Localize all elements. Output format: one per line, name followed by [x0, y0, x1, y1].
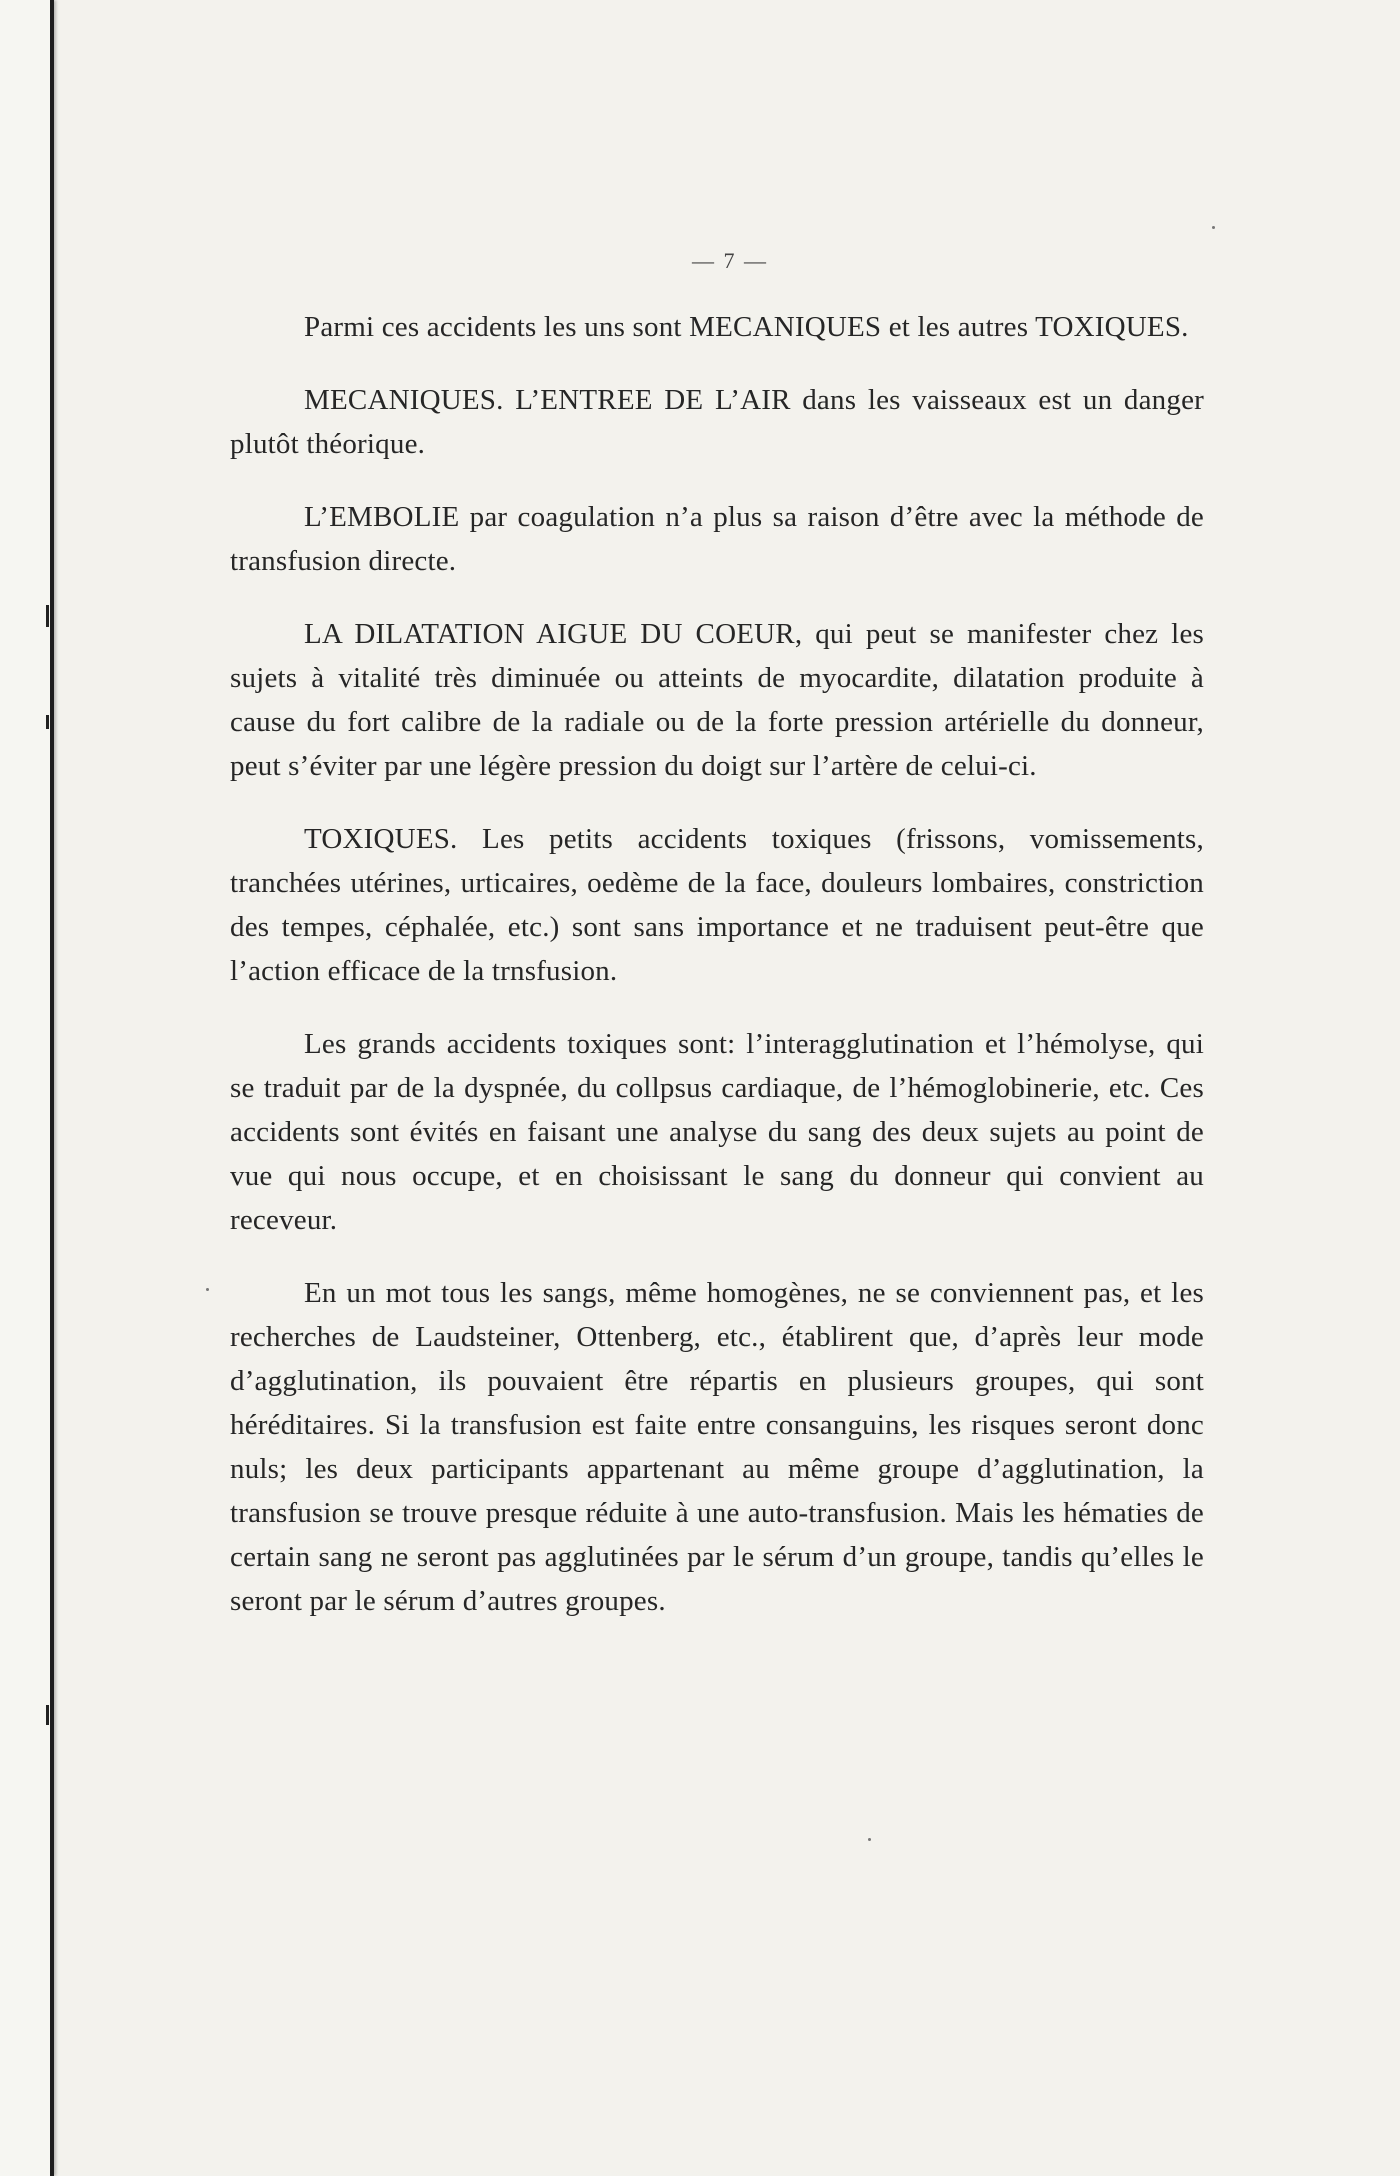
- paper-speck: [868, 1838, 871, 1841]
- paragraph: L’EMBOLIE par coagulation n’a plus sa raison d’être avec la méthode de transfusion directe.: [230, 501, 1204, 577]
- paragraph: TOXIQUES. Les petits accidents toxiques (frissons, vomissements, tranchées utérines, urticaires, oedème de la face, douleurs lombaires, constriction des tempes, céphalée, etc.) sont sans importance et ne traduisent peut-être que l’action efficace de la trnsfusion.: [230, 823, 1204, 987]
- paragraph: Les grands accidents toxiques sont: l’interagglutination et l’hémolyse, qui se traduit par de la dyspnée, du collpsus cardiaque, de l’hémoglobinerie, etc. Ces accidents sont évités en faisant une analyse du sang des deux sujets au point de vue qui nous occupe, et en choisissant le sang du donneur qui convient au receveur.: [230, 1028, 1204, 1236]
- paragraph: MECANIQUES. L’ENTREE DE L’AIR dans les vaisseaux est un danger plutôt théorique.: [230, 384, 1204, 460]
- page-binding-edge: [0, 0, 54, 2176]
- page-number: — 7 —: [692, 248, 768, 273]
- margin-mark: [46, 1705, 49, 1725]
- paragraph: Parmi ces accidents les uns sont MECANIQUES et les autres TOXIQUES.: [304, 311, 1189, 343]
- paper-speck: [206, 1288, 209, 1291]
- paragraph: LA DILATATION AIGUE DU COEUR, qui peut se manifester chez les sujets à vitalité très diminuée ou atteints de myocardite, dilatation produite à cause du fort calibre de la radiale ou de la forte pression artérielle du donneur, peut s’éviter par une légère pression du doigt sur l’artère de celui-ci.: [230, 618, 1204, 782]
- margin-mark: [46, 605, 49, 627]
- margin-mark: [46, 715, 49, 729]
- body-text: [230, 305, 1204, 1652]
- paper-speck: [1212, 226, 1215, 229]
- paragraph: En un mot tous les sangs, même homogènes, ne se conviennent pas, et les recherches de Laudsteiner, Ottenberg, etc., établirent que, d’après leur mode d’agglutination, ils pouvaient être répartis en plusieurs groupes, qui sont héréditaires. Si la transfusion est faite entre consanguins, les risques seront donc nuls; les deux participants appartenant au même groupe d’agglutination, la transfusion se trouve presque réduite à une auto-transfusion. Mais les hématies de certain sang ne seront pas agglutinées par le sérum d’un groupe, tandis qu’elles le seront par le sérum d’autres groupes.: [230, 1277, 1204, 1617]
